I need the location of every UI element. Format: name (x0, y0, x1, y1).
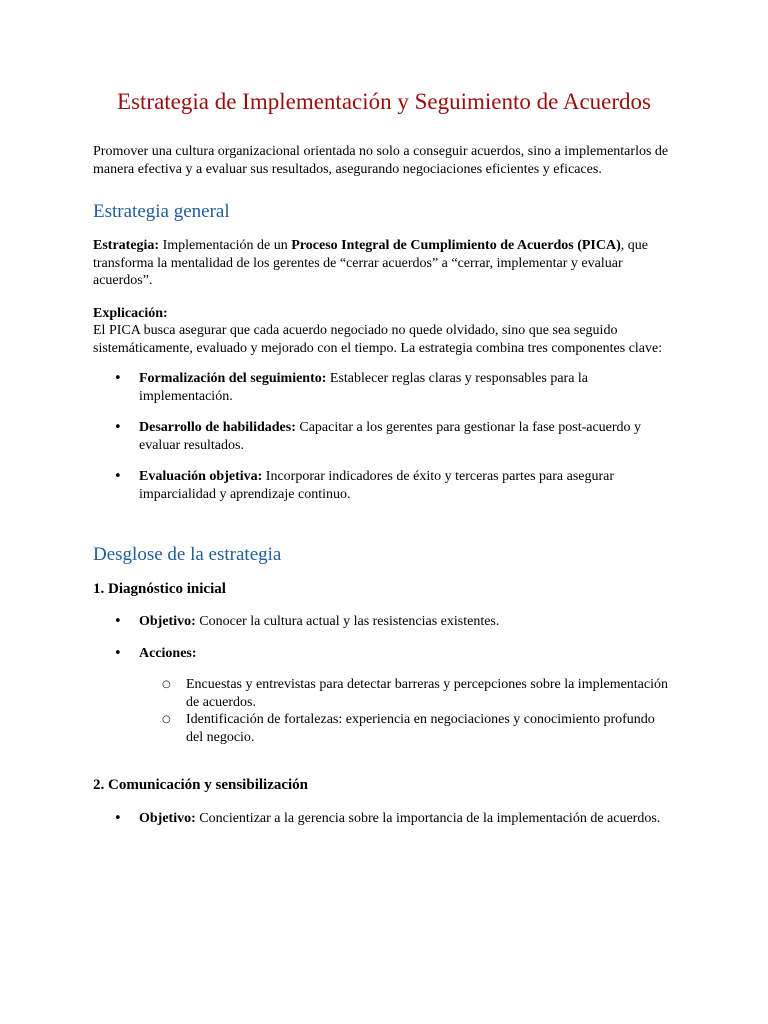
objective-label: Objetivo: (139, 811, 196, 826)
objective-text: Concientizar a la gerencia sobre la importancia de la implementación de acuerdos. (195, 811, 661, 826)
list-item (93, 468, 675, 503)
strategy-text-pre: Implementación de un (159, 238, 292, 253)
list-item-text: Establecer reglas claras y responsables para la implementación. (139, 371, 589, 404)
intro-paragraph: Promover una cultura organizacional orientada no solo a conseguir acuerdos, sino a implementarlos de manera efectiva y a evaluar sus resultados, asegurando negociaciones eficientes y eficaces. (93, 144, 669, 177)
components-list (93, 370, 675, 503)
section-heading-general: Estrategia general (93, 201, 230, 222)
objective-text: Conocer la cultura actual y las resistencias existentes. (195, 614, 500, 629)
document-content (93, 86, 675, 828)
explanation-text: El PICA busca asegurar que cada acuerdo negociado no quede olvidado, sino que sea seguido sistemáticamente, evaluado y mejorado con el tiempo. La estrategia combina tres componentes clave: (93, 323, 663, 356)
list-item (93, 613, 675, 631)
list-item (93, 419, 675, 454)
list-item (93, 370, 675, 405)
objective-label: Objetivo: (139, 614, 196, 629)
document-title: Estrategia de Implementación y Seguimiento de Acuerdos (117, 89, 651, 114)
strategy-bold-term: Proceso Integral de Cumplimiento de Acuerdos (PICA) (291, 238, 621, 253)
actions-label: Acciones: (139, 645, 197, 661)
list-item-text: Incorporar indicadores de éxito y terceras partes para asegurar imparcialidad y aprendizaje continuo. (139, 469, 615, 502)
subsection-title: 1. Diagnóstico inicial (93, 581, 226, 597)
explanation-label (93, 305, 675, 323)
explanation-label-text: Explicación: (93, 305, 168, 321)
section-heading-breakdown: Desglose de la estrategia (93, 544, 282, 565)
diagnostic-list (93, 613, 675, 662)
list-item-label: Desarrollo de habilidades: (139, 420, 296, 435)
sub-list-item: ○ Identificación de fortalezas: experiencia en negociaciones y conocimiento profundo del negocio. (93, 711, 675, 746)
list-item-label: Formalización del seguimiento: (139, 371, 327, 386)
subsection-title: 2. Comunicación y sensibilización (93, 777, 309, 793)
communication-list (93, 810, 675, 828)
strategy-text-post: , que transforma la mentalidad de los gerentes de “cerrar acuerdos” a “cerrar, implementar y evaluar acuerdos”. (93, 238, 648, 288)
list-item (93, 645, 675, 663)
list-item (93, 810, 675, 828)
sub-list-item: ○ Encuestas y entrevistas para detectar barreras y percepciones sobre la implementación de acuerdos. (93, 676, 675, 711)
list-item-text: Capacitar a los gerentes para gestionar la fase post-acuerdo y evaluar resultados. (139, 420, 642, 453)
list-item-label: Evaluación objetiva: (139, 469, 263, 484)
strategy-paragraph (93, 237, 675, 290)
actions-sublist (93, 676, 675, 746)
strategy-label: Estrategia: (93, 238, 160, 253)
